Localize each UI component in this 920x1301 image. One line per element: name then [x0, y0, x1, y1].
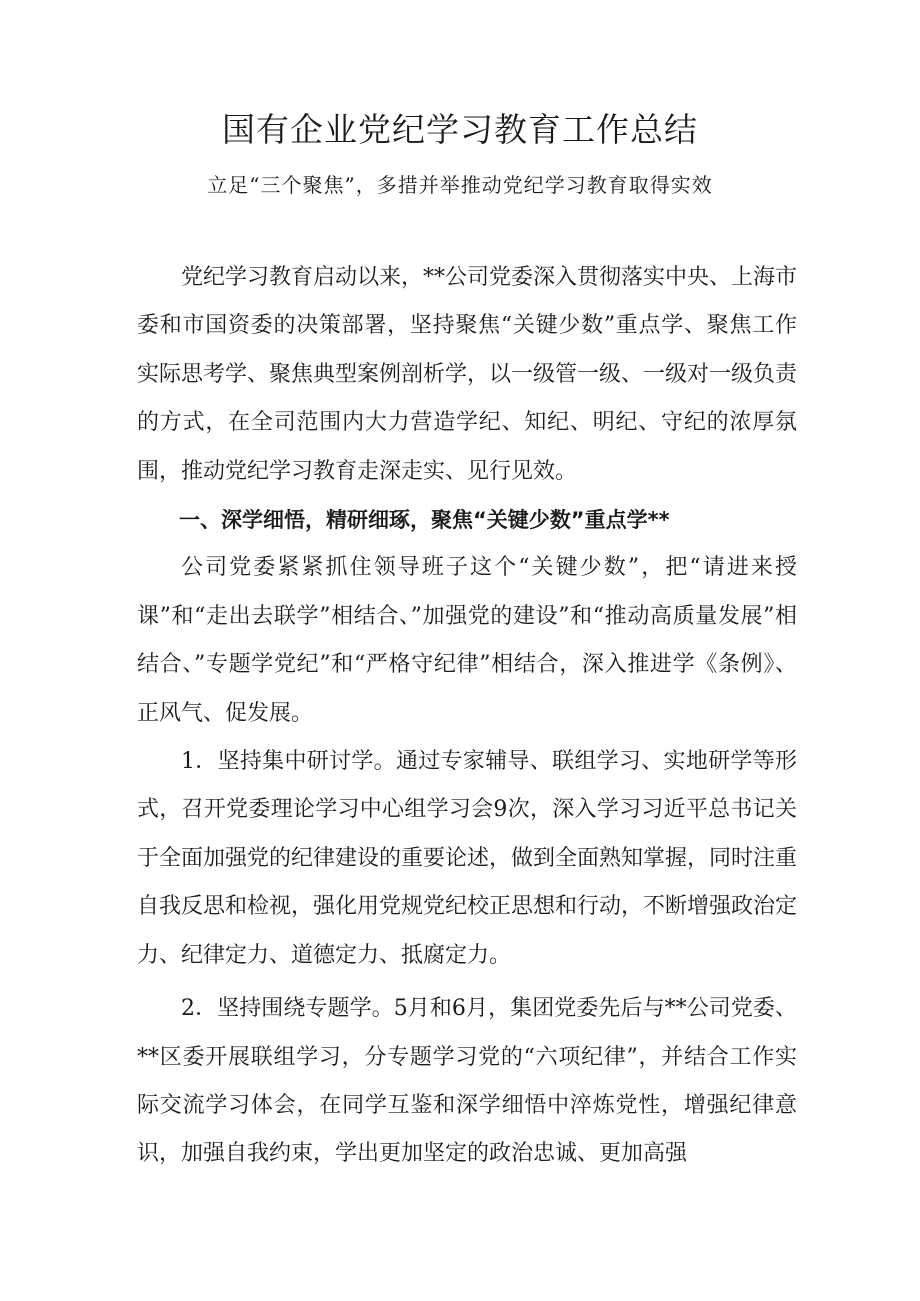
section-paragraph: 公司党委紧紧抓住领导班子这个“关键少数”，把“请进来授课”和“走出去联学”相结合、”加强党的建设”和“推动高质量发展”相结合、”专题学党纪”和“严格守纪律”相结合，深入推进学《条例》、正风气、促发展。 [137, 555, 797, 726]
list-item: 1．坚持集中研讨学。通过专家辅导、联组学习、实地研学等形式，召开党委理论学习中心组学习会9次，深入学习习近平总书记关于全面加强党的纪律建设的重要论述，做到全面熟知掌握，同时注重自我反思和检视，强化用党规党纪校正思想和行动，不断增强政治定力、纪律定力、道德定力、抵腐定力。 [137, 749, 798, 968]
document-title: 国有企业党纪学习教育工作总结 [222, 110, 698, 149]
intro-paragraph: 党纪学习教育启动以来，**公司党委深入贯彻落实中央、上海市委和市国资委的决策部署，坚持聚焦“关键少数”重点学、聚焦工作实际思考学、聚焦典型案例剖析学，以一级管一级、一级对一级负责的方式，在全司范围内大力营造学纪、知纪、明纪、守纪的浓厚氛围，推动党纪学习教育走深走实、见行见效。 [137, 265, 798, 484]
document-body [137, 254, 797, 1179]
list-item: 2．坚持围绕专题学。5月和6月，集团党委先后与**公司党委、**区委开展联组学习，分专题学习党的“六项纪律”，并结合工作实际交流学习体会，在同学互鉴和深学细悟中淬炼党性，增强纪律意识，加强自我约束，学出更加坚定的政治忠诚、更加高强 [137, 996, 797, 1167]
document-subtitle: 立足“三个聚焦”，多措并举推动党纪学习教育取得实效 [207, 173, 713, 197]
section-heading: 一、深学细悟，精研细琢，聚焦“关键少数”重点学** [179, 508, 670, 533]
